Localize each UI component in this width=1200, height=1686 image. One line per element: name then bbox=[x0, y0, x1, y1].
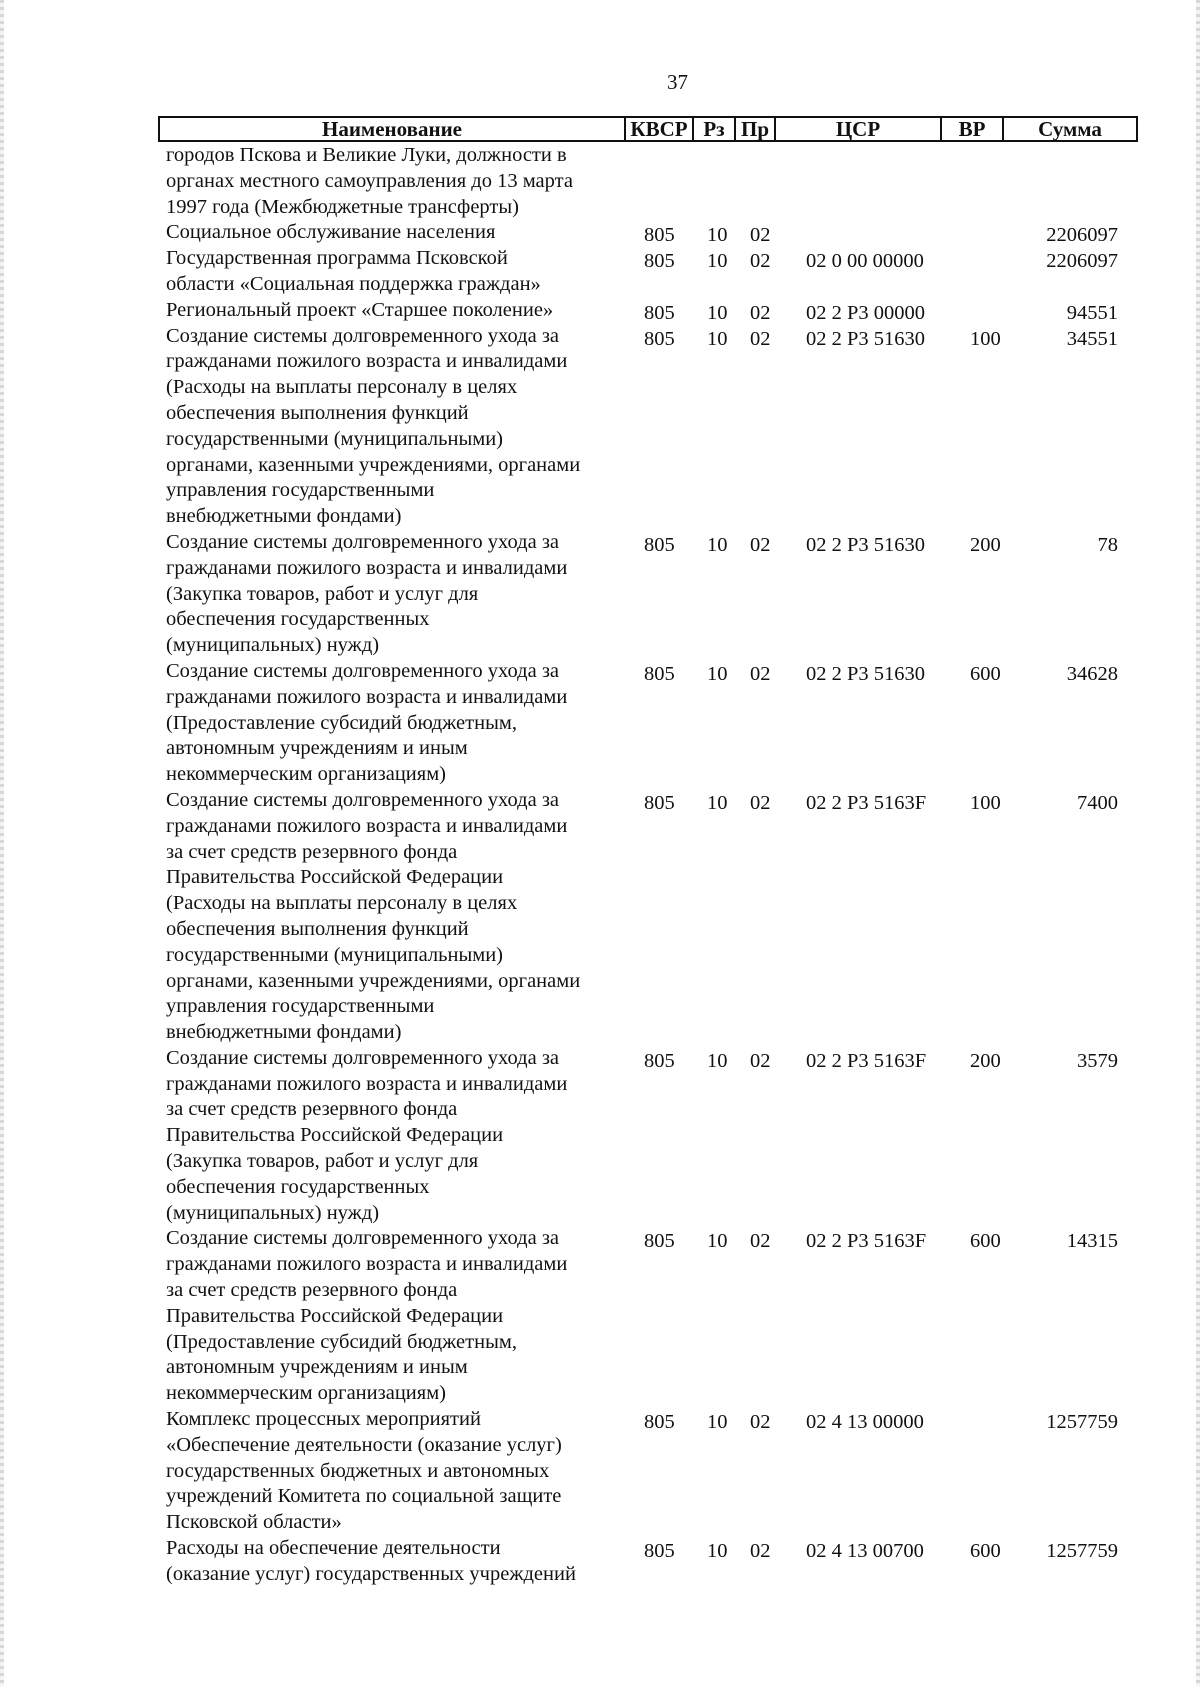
row-name-line: (Предоставление субсидий бюджетным, bbox=[166, 711, 517, 734]
row-pr: 02 bbox=[750, 662, 771, 685]
row-name bbox=[166, 1046, 626, 1227]
row-pr: 02 bbox=[750, 1230, 771, 1253]
row-pr: 02 bbox=[750, 327, 771, 350]
row-name bbox=[166, 1536, 626, 1588]
row-pr: 02 bbox=[750, 1411, 771, 1434]
row-name-line: Комплекс процессных мероприятий bbox=[166, 1408, 481, 1431]
row-name-line: обеспечения государственных bbox=[166, 1175, 430, 1198]
row-name-line: Создание системы долговременного ухода за bbox=[166, 1227, 560, 1250]
row-name-line: обеспечения государственных bbox=[166, 608, 430, 631]
row-name-line: учреждений Комитета по социальной защите bbox=[166, 1485, 562, 1508]
row-pr: 02 bbox=[750, 1540, 771, 1563]
row-name-line: (Расходы на выплаты персоналу в целях bbox=[166, 376, 518, 399]
row-pr: 02 bbox=[750, 301, 771, 324]
row-sum: 1257759 bbox=[1046, 1411, 1118, 1434]
table-row bbox=[0, 788, 1200, 1046]
table-header bbox=[158, 116, 1138, 142]
row-name-line: (Предоставление субсидий бюджетным, bbox=[166, 1330, 517, 1353]
row-name-line: управления государственными bbox=[166, 995, 435, 1018]
header-rz: Рз bbox=[692, 118, 734, 140]
row-name-line: Правительства Российской Федерации bbox=[166, 866, 504, 889]
row-name-line: Создание системы долговременного ухода за bbox=[166, 1046, 560, 1069]
row-name-line: государственными (муниципальными) bbox=[166, 427, 503, 450]
row-name-line: (Закупка товаров, работ и услуг для bbox=[166, 1150, 479, 1173]
header-csr: ЦСР bbox=[774, 118, 940, 140]
row-name bbox=[166, 659, 626, 788]
page-number: 37 bbox=[667, 70, 688, 94]
row-pr: 02 bbox=[750, 533, 771, 556]
row-name-line: за счет средств резервного фонда bbox=[166, 1098, 458, 1121]
row-rz: 10 bbox=[707, 662, 728, 685]
row-rz: 10 bbox=[707, 1049, 728, 1072]
row-vr: 100 bbox=[970, 327, 1001, 350]
row-csr: 02 2 Р3 00000 bbox=[806, 301, 926, 324]
row-name bbox=[166, 143, 626, 220]
row-name-line: внебюджетными фондами) bbox=[166, 1021, 402, 1044]
row-name-line: (оказание услуг) государственных учреждений bbox=[166, 1562, 576, 1585]
row-sum: 2206097 bbox=[1046, 250, 1118, 273]
row-name bbox=[166, 298, 626, 324]
row-sum: 34551 bbox=[1066, 327, 1118, 350]
row-name-line: гражданами пожилого возраста и инвалидами bbox=[166, 556, 568, 579]
row-name-line: Социальное обслуживание населения bbox=[166, 221, 496, 244]
row-name-line: Псковской области» bbox=[166, 1511, 342, 1534]
row-name-line: (муниципальных) нужд) bbox=[166, 1201, 380, 1224]
row-name-line: государственными (муниципальными) bbox=[166, 943, 503, 966]
row-rz: 10 bbox=[707, 250, 728, 273]
row-name-line: государственных бюджетных и автономных bbox=[166, 1459, 550, 1482]
row-kvsr: 805 bbox=[644, 1049, 675, 1072]
row-name-line: «Обеспечение деятельности (оказание услуг) bbox=[166, 1433, 562, 1456]
row-vr: 600 bbox=[970, 1230, 1001, 1253]
row-name-line: органах местного самоуправления до 13 марта bbox=[166, 169, 573, 192]
row-name-line: органами, казенными учреждениями, органами bbox=[166, 453, 581, 476]
table-row bbox=[0, 246, 1200, 298]
row-name-line: Создание системы долговременного ухода за bbox=[166, 659, 560, 682]
row-csr: 02 4 13 00000 bbox=[806, 1411, 924, 1434]
row-vr: 200 bbox=[970, 1049, 1001, 1072]
row-name-line: Правительства Российской Федерации bbox=[166, 1304, 504, 1327]
row-sum: 94551 bbox=[1066, 301, 1118, 324]
row-csr: 02 2 Р3 5163F bbox=[806, 1230, 927, 1253]
row-rz: 10 bbox=[707, 1411, 728, 1434]
row-name-line: управления государственными bbox=[166, 479, 435, 502]
row-name-line: гражданами пожилого возраста и инвалидами bbox=[166, 814, 568, 837]
table-row bbox=[0, 1046, 1200, 1227]
row-name-line: некоммерческим организациям) bbox=[166, 763, 446, 786]
row-rz: 10 bbox=[707, 533, 728, 556]
row-kvsr: 805 bbox=[644, 662, 675, 685]
row-sum: 78 bbox=[1097, 533, 1118, 556]
row-name-line: Региональный проект «Старшее поколение» bbox=[166, 298, 554, 321]
row-name-line: автономным учреждениям и иным bbox=[166, 737, 468, 760]
row-csr: 02 2 Р3 51630 bbox=[806, 533, 926, 556]
row-name-line: обеспечения выполнения функций bbox=[166, 401, 469, 424]
row-name bbox=[166, 1407, 626, 1536]
row-name-line: гражданами пожилого возраста и инвалидами bbox=[166, 685, 568, 708]
row-name-line: Создание системы долговременного ухода за bbox=[166, 324, 560, 347]
table-row bbox=[0, 659, 1200, 788]
row-name-line: (муниципальных) нужд) bbox=[166, 634, 380, 657]
row-sum: 3579 bbox=[1077, 1049, 1118, 1072]
row-name-line: внебюджетными фондами) bbox=[166, 505, 402, 528]
row-name-line: обеспечения выполнения функций bbox=[166, 917, 469, 940]
row-name-line: области «Социальная поддержка граждан» bbox=[166, 272, 541, 295]
row-pr: 02 bbox=[750, 791, 771, 814]
row-name bbox=[166, 324, 626, 530]
row-vr: 600 bbox=[970, 662, 1001, 685]
row-name-line: Создание системы долговременного ухода за bbox=[166, 530, 560, 553]
header-vr: ВР bbox=[940, 118, 1002, 140]
table-row bbox=[0, 324, 1200, 530]
row-sum: 1257759 bbox=[1046, 1540, 1118, 1563]
row-name bbox=[166, 246, 626, 298]
row-name-line: Расходы на обеспечение деятельности bbox=[166, 1537, 501, 1560]
row-vr: 100 bbox=[970, 791, 1001, 814]
row-kvsr: 805 bbox=[644, 301, 675, 324]
row-kvsr: 805 bbox=[644, 224, 675, 247]
table-row bbox=[0, 143, 1200, 220]
row-name-line: гражданами пожилого возраста и инвалидами bbox=[166, 350, 568, 373]
row-rz: 10 bbox=[707, 327, 728, 350]
row-name-line: городов Пскова и Великие Луки, должности в bbox=[166, 144, 567, 166]
row-rz: 10 bbox=[707, 791, 728, 814]
row-rz: 10 bbox=[707, 301, 728, 324]
row-sum: 2206097 bbox=[1046, 224, 1118, 247]
row-rz: 10 bbox=[707, 1230, 728, 1253]
row-name-line: Создание системы долговременного ухода за bbox=[166, 788, 560, 811]
row-csr: 02 0 00 00000 bbox=[806, 250, 924, 273]
header-pr: Пр bbox=[734, 118, 774, 140]
row-csr: 02 2 Р3 5163F bbox=[806, 1049, 927, 1072]
row-name-line: автономным учреждениям и иным bbox=[166, 1356, 468, 1379]
row-kvsr: 805 bbox=[644, 250, 675, 273]
row-kvsr: 805 bbox=[644, 327, 675, 350]
row-name-line: Государственная программа Псковской bbox=[166, 247, 508, 270]
row-name-line: гражданами пожилого возраста и инвалидами bbox=[166, 1072, 568, 1095]
row-name-line: некоммерческим организациям) bbox=[166, 1382, 446, 1405]
row-name bbox=[166, 220, 626, 246]
row-name-line: 1997 года (Межбюджетные трансферты) bbox=[166, 195, 519, 218]
row-csr: 02 4 13 00700 bbox=[806, 1540, 924, 1563]
table-row bbox=[0, 1536, 1200, 1588]
table-row bbox=[0, 1226, 1200, 1407]
row-name bbox=[166, 788, 626, 1046]
row-vr: 600 bbox=[970, 1540, 1001, 1563]
row-csr: 02 2 Р3 51630 bbox=[806, 662, 926, 685]
row-name-line: органами, казенными учреждениями, органами bbox=[166, 969, 581, 992]
header-sum: Сумма bbox=[1002, 118, 1136, 140]
table-row bbox=[0, 298, 1200, 324]
row-pr: 02 bbox=[750, 224, 771, 247]
row-name-line: за счет средств резервного фонда bbox=[166, 840, 458, 863]
row-sum: 7400 bbox=[1077, 791, 1118, 814]
row-vr: 200 bbox=[970, 533, 1001, 556]
header-name: Наименование bbox=[322, 117, 462, 141]
row-csr: 02 2 Р3 5163F bbox=[806, 791, 927, 814]
row-name bbox=[166, 1226, 626, 1407]
row-rz: 10 bbox=[707, 224, 728, 247]
row-kvsr: 805 bbox=[644, 533, 675, 556]
header-kvsr: КВСР bbox=[624, 118, 692, 140]
table-body bbox=[0, 143, 1200, 1588]
row-name-line: (Закупка товаров, работ и услуг для bbox=[166, 582, 479, 605]
row-csr: 02 2 Р3 51630 bbox=[806, 327, 926, 350]
row-kvsr: 805 bbox=[644, 1540, 675, 1563]
row-name-line: Правительства Российской Федерации bbox=[166, 1124, 504, 1147]
row-kvsr: 805 bbox=[644, 1411, 675, 1434]
row-sum: 14315 bbox=[1066, 1230, 1118, 1253]
row-name bbox=[166, 530, 626, 659]
row-name-line: за счет средств резервного фонда bbox=[166, 1279, 458, 1302]
row-sum: 34628 bbox=[1066, 662, 1118, 685]
row-pr: 02 bbox=[750, 1049, 771, 1072]
row-name-line: гражданами пожилого возраста и инвалидами bbox=[166, 1253, 568, 1276]
row-name-line: (Расходы на выплаты персоналу в целях bbox=[166, 892, 518, 915]
table-row bbox=[0, 220, 1200, 246]
table-row bbox=[0, 530, 1200, 659]
table-row bbox=[0, 1407, 1200, 1536]
row-rz: 10 bbox=[707, 1540, 728, 1563]
row-kvsr: 805 bbox=[644, 1230, 675, 1253]
row-pr: 02 bbox=[750, 250, 771, 273]
row-kvsr: 805 bbox=[644, 791, 675, 814]
